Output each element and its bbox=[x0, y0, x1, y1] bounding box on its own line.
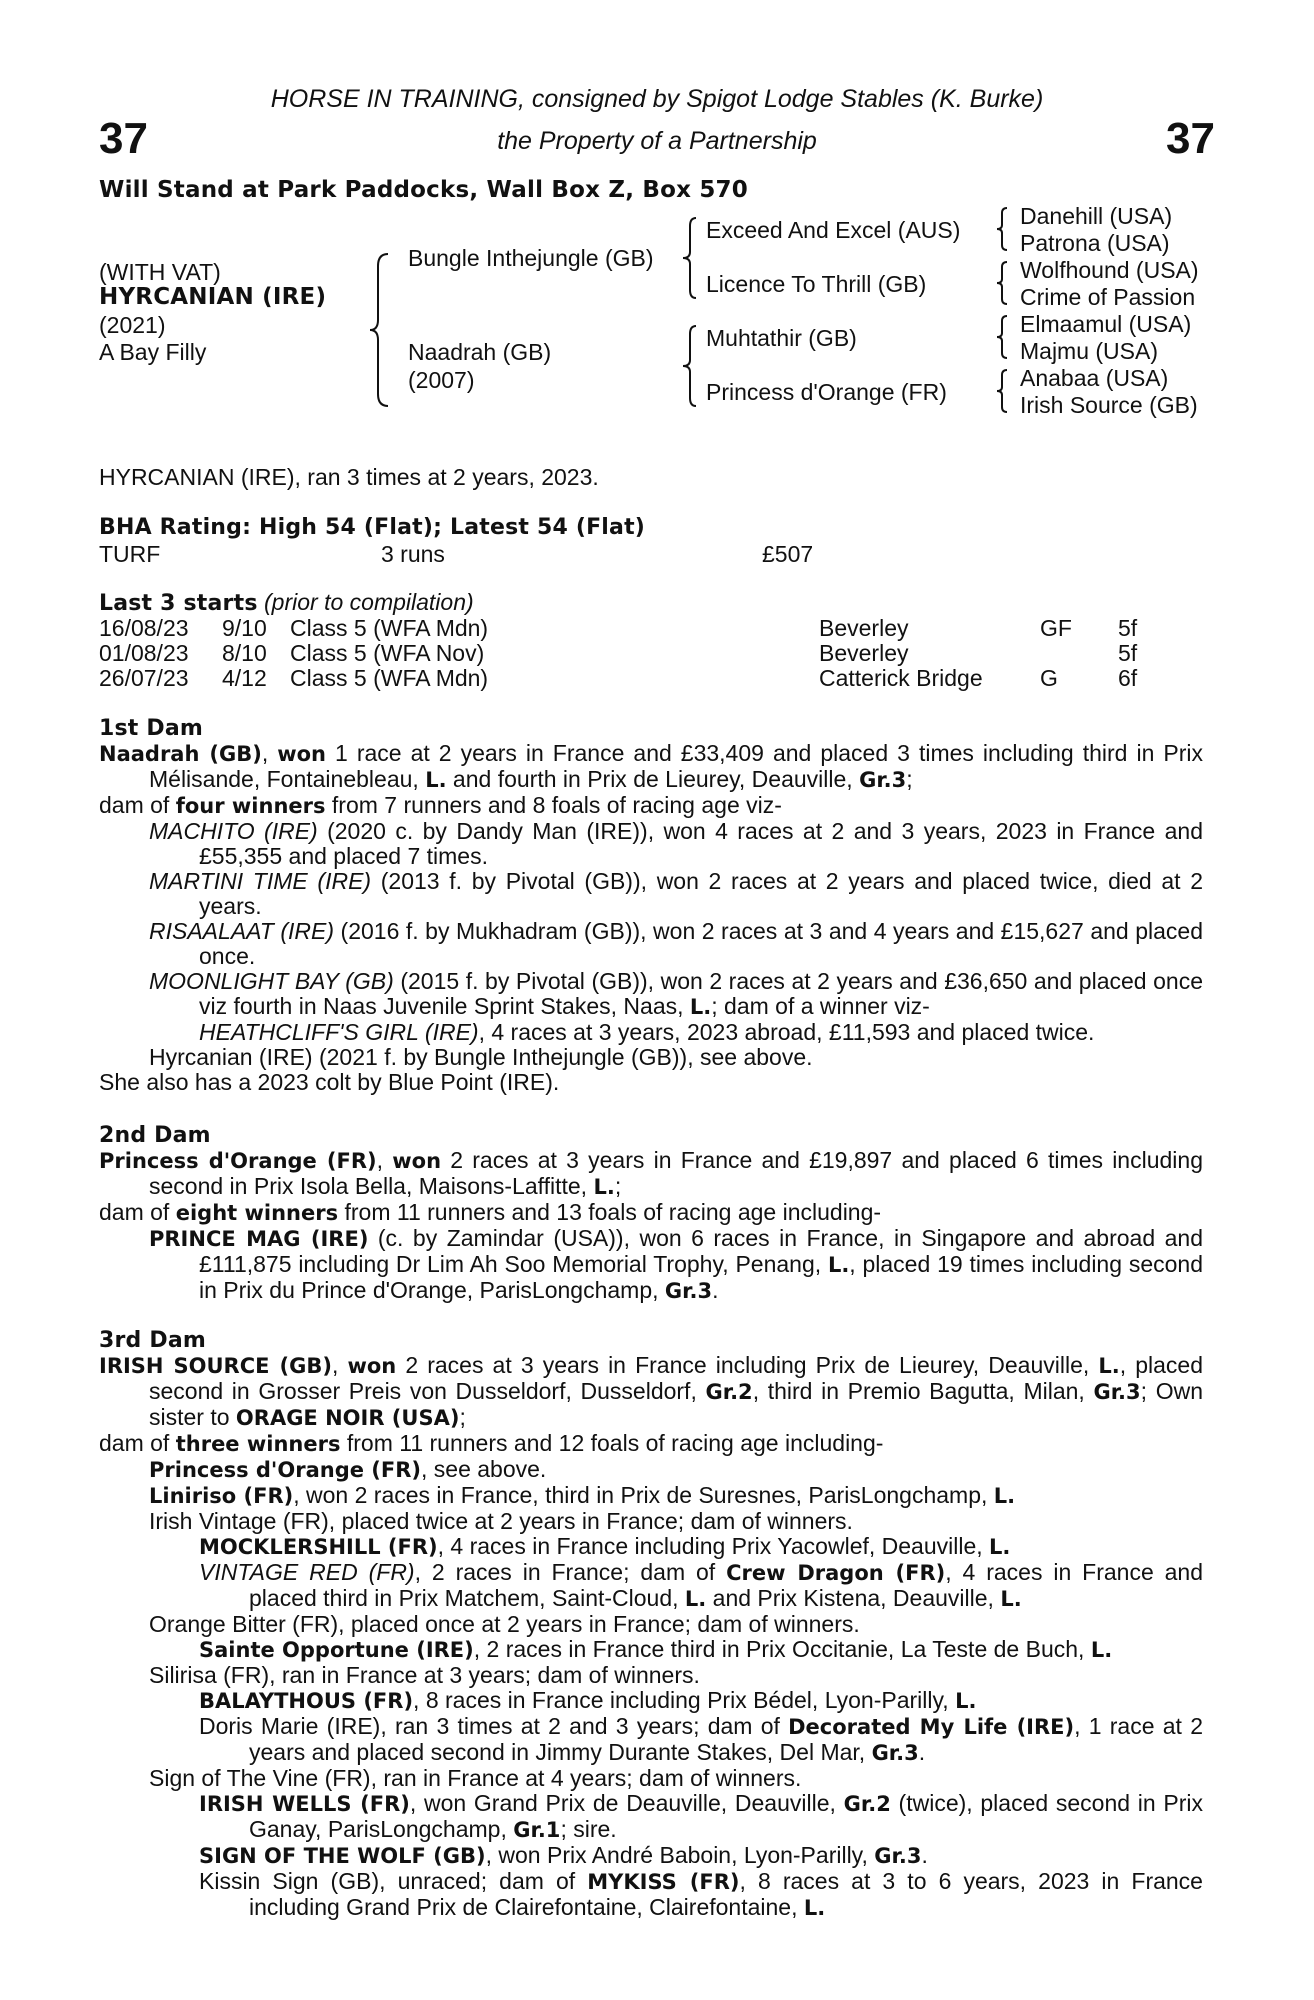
list-item bbox=[149, 1612, 1203, 1637]
race-summary: HYRCANIAN (IRE), ran 3 times at 2 years, 2023. bbox=[99, 464, 599, 490]
start-course: Beverley bbox=[819, 615, 909, 641]
list-item bbox=[149, 869, 1203, 919]
list-item bbox=[199, 1714, 1203, 1766]
pedigree-g5: Elmaamul (USA) bbox=[1020, 311, 1192, 337]
start-date: 01/08/23 bbox=[99, 640, 189, 666]
produce-text: (2015 f. by Pivotal (GB)), won 2 races at 2 years and £36,650 and placed once viz fourth in Naas Juvenile Sprint Stakes, Naas, bbox=[199, 968, 1203, 1019]
first-dam-produce-summary bbox=[99, 793, 1203, 819]
produce-text: (2020 c. by Dandy Man (IRE)), won 4 races at 2 and 3 years, 2023 in France and £55,355 and placed 7 times. bbox=[199, 818, 1203, 869]
group-label: Gr.3 bbox=[1093, 1380, 1141, 1404]
produce-text: (c. by Zamindar (USA)), won 6 races in France, in Singapore and abroad and £111,875 including Dr Lim Ah Soo Memorial Trophy, Penang, bbox=[199, 1225, 1203, 1277]
pedigree-g4: Crime of Passion bbox=[1020, 284, 1196, 310]
produce-name: SIGN OF THE WOLF (GB) bbox=[199, 1844, 486, 1868]
sister-name: ORAGE NOIR (USA) bbox=[235, 1406, 460, 1430]
list-item bbox=[149, 1457, 1203, 1483]
produce-text: , 4 races in France and placed third in Prix Matchem, Saint-Cloud, bbox=[249, 1559, 1204, 1611]
winners-count: three winners bbox=[175, 1432, 341, 1456]
pedigree-dam-year: (2007) bbox=[408, 367, 475, 393]
produce-text: (2013 f. by Pivotal (GB)), won 2 races at 2 years and placed twice, died at 2 years. bbox=[199, 868, 1203, 919]
list-item bbox=[149, 1483, 1203, 1509]
produce-text: ; dam of a winner viz- bbox=[711, 993, 930, 1019]
list-item bbox=[149, 1226, 1203, 1304]
list-item bbox=[199, 1560, 1203, 1612]
text: 2 races at 3 years in France including Prix de Lieurey, Deauville, bbox=[396, 1352, 1099, 1378]
pedigree-g1: Danehill (USA) bbox=[1020, 203, 1173, 229]
group-label: Gr.3 bbox=[871, 1741, 919, 1765]
start-position: 8/10 bbox=[222, 640, 267, 666]
first-dam-name: Naadrah (GB) bbox=[99, 742, 262, 766]
produce-text: , 1 race at 2 years and placed second in Jimmy Durante Stakes, Del Mar, bbox=[249, 1713, 1203, 1765]
produce-name: MOONLIGHT BAY (GB) bbox=[149, 968, 394, 994]
list-item bbox=[199, 1020, 1203, 1045]
winners-count: four winners bbox=[175, 794, 326, 818]
group-label: Gr.2 bbox=[705, 1380, 753, 1404]
first-dam-section bbox=[99, 716, 1203, 1095]
produce-text: , 8 races in France including Prix Bédel, Lyon-Parilly, bbox=[413, 1687, 956, 1713]
pedigree-sire-dam: Licence To Thrill (GB) bbox=[706, 271, 927, 297]
start-class: Class 5 (WFA Nov) bbox=[290, 640, 485, 666]
text: ; bbox=[459, 1404, 466, 1430]
produce-text: , placed 19 times including second in Prix du Prince d'Orange, ParisLongchamp, bbox=[199, 1251, 1203, 1303]
produce-name: Princess d'Orange (FR) bbox=[149, 1458, 421, 1482]
pedigree-brace-g4 bbox=[994, 368, 1010, 414]
list-item bbox=[199, 1534, 1203, 1560]
produce-text: , won 2 races in France, third in Prix de Suresnes, ParisLongchamp, bbox=[293, 1482, 994, 1508]
produce-text: ; sire. bbox=[560, 1816, 617, 1842]
pedigree-g7: Anabaa (USA) bbox=[1020, 365, 1169, 391]
listed-label: L. bbox=[955, 1689, 977, 1713]
pedigree-dam-dam: Princess d'Orange (FR) bbox=[706, 379, 947, 405]
start-class: Class 5 (WFA Mdn) bbox=[290, 665, 489, 691]
pedigree-brace-main bbox=[366, 252, 396, 408]
group-label: Gr.3 bbox=[874, 1844, 922, 1868]
produce-name: MARTINI TIME (IRE) bbox=[149, 868, 372, 894]
pedigree-brace-sire bbox=[680, 216, 700, 300]
pedigree-brace-dam bbox=[680, 324, 700, 408]
produce-text: Orange Bitter (FR), placed once at 2 years in France; dam of winners. bbox=[149, 1611, 860, 1637]
text: dam of bbox=[99, 1199, 176, 1225]
produce-name: BALAYTHOUS (FR) bbox=[199, 1689, 414, 1713]
pedigree-dam-sire: Muhtathir (GB) bbox=[706, 325, 857, 351]
produce-text: Doris Marie (IRE), ran 3 times at 2 and 3 years; dam of bbox=[199, 1713, 789, 1739]
group-label: Gr.3 bbox=[664, 1279, 713, 1303]
list-item bbox=[149, 1766, 1203, 1791]
list-item bbox=[199, 1869, 1203, 1921]
produce-text: , 8 races at 3 to 6 years, 2023 in France including Grand Prix de Clairefontaine, Clairefontaine, bbox=[249, 1868, 1203, 1920]
produce-text: Silirisa (FR), ran in France at 3 years; dam of winners. bbox=[149, 1662, 700, 1688]
list-item bbox=[199, 1791, 1203, 1843]
second-dam-record: Princess d'Orange (FR), won 2 races at 3 years in France and £19,897 and placed 6 times including second in Prix Isola Bella, Maisons-Laffitte, L.; bbox=[99, 1147, 1203, 1199]
text: ; Own sister to bbox=[149, 1378, 1203, 1430]
group-label: Gr.3 bbox=[859, 768, 907, 792]
property-line: the Property of a Partnership bbox=[497, 127, 817, 155]
horse-name: HYRCANIAN (IRE) bbox=[99, 284, 327, 310]
list-item bbox=[149, 819, 1203, 869]
produce-text: , won Grand Prix de Deauville, Deauville, bbox=[409, 1790, 844, 1816]
listed-label: L. bbox=[425, 768, 447, 792]
produce-text: , 2 races in France third in Prix Occitanie, La Teste de Buch, bbox=[473, 1636, 1091, 1662]
stable-location: Will Stand at Park Paddocks, Wall Box Z, Box 570 bbox=[99, 177, 748, 203]
text: dam of bbox=[99, 792, 176, 818]
start-date: 26/07/23 bbox=[99, 665, 189, 691]
starts-title: Last 3 starts bbox=[99, 591, 258, 616]
produce-text: , 2 races in France; dam of bbox=[414, 1559, 727, 1585]
starts-note: (prior to compilation) bbox=[264, 589, 474, 615]
text: , placed second in Grosser Preis von Dusseldorf, Dusseldorf, bbox=[149, 1352, 1204, 1404]
produce-name: Decorated My Life (IRE) bbox=[788, 1715, 1075, 1739]
first-dam-heading: 1st Dam bbox=[99, 716, 204, 741]
start-position: 9/10 bbox=[222, 615, 267, 641]
produce-name: HEATHCLIFF'S GIRL (IRE) bbox=[199, 1019, 479, 1045]
text: from 11 runners and 12 foals of racing age including- bbox=[340, 1430, 884, 1456]
second-dam-text: ; bbox=[614, 1173, 622, 1199]
listed-label: L. bbox=[593, 1175, 615, 1199]
text: , third in Premio Bagutta, Milan, bbox=[752, 1378, 1094, 1404]
produce-text: , 4 races in France including Prix Yacowlef, Deauville, bbox=[437, 1533, 990, 1559]
produce-name: VINTAGE RED (FR) bbox=[199, 1559, 415, 1585]
third-dam-record: IRISH SOURCE (GB), won 2 races at 3 years in France including Prix de Lieurey, Deauville, L., placed second in Grosser Preis von Dusseldorf, Dusseldorf, Gr.2, third in Premio Bagutta, Milan, Gr.3; Own sister to ORAGE NOIR (USA); bbox=[99, 1352, 1204, 1430]
produce-name: MYKISS (FR) bbox=[587, 1870, 740, 1894]
won-label: won bbox=[392, 1149, 442, 1173]
start-position: 4/12 bbox=[222, 665, 267, 691]
starts-heading bbox=[99, 590, 474, 616]
winners-count: eight winners bbox=[175, 1201, 339, 1225]
produce-name: RISAALAAT (IRE) bbox=[149, 918, 335, 944]
group-label: Gr.2 bbox=[843, 1792, 891, 1816]
listed-label: L. bbox=[1000, 1587, 1022, 1611]
lot-number-right: 37 bbox=[1166, 114, 1215, 163]
start-course: Catterick Bridge bbox=[819, 665, 983, 691]
first-dam-text: and fourth in Prix de Lieurey, Deauville, bbox=[446, 766, 860, 792]
pedigree-g6: Majmu (USA) bbox=[1020, 338, 1159, 364]
pedigree-sire: Bungle Inthejungle (GB) bbox=[408, 245, 654, 271]
pedigree-dam: Naadrah (GB) bbox=[408, 339, 552, 365]
second-dam-heading: 2nd Dam bbox=[99, 1123, 211, 1148]
list-item bbox=[199, 1843, 1203, 1869]
produce-name: Crew Dragon (FR) bbox=[726, 1561, 946, 1585]
start-going: GF bbox=[1040, 615, 1072, 641]
listed-label: L. bbox=[989, 1535, 1011, 1559]
produce-name: MOCKLERSHILL (FR) bbox=[199, 1535, 438, 1559]
produce-name: Sainte Opportune (IRE) bbox=[199, 1638, 474, 1662]
pedigree-brace-g3 bbox=[994, 314, 1010, 360]
second-dam-name: Princess d'Orange (FR) bbox=[99, 1149, 377, 1173]
earnings: £507 bbox=[762, 541, 814, 567]
third-dam-section bbox=[99, 1328, 1203, 1921]
text: from 11 runners and 13 foals of racing age including- bbox=[338, 1199, 882, 1225]
produce-name: Liniriso (FR) bbox=[149, 1484, 294, 1508]
listed-label: L. bbox=[827, 1253, 850, 1277]
listed-label: L. bbox=[803, 1896, 826, 1920]
produce-text: and Prix Kistena, Deauville, bbox=[706, 1585, 1001, 1611]
third-dam-heading: 3rd Dam bbox=[99, 1328, 206, 1353]
listed-label: L. bbox=[993, 1484, 1016, 1508]
list-item bbox=[149, 969, 1203, 1020]
start-distance: 5f bbox=[1118, 615, 1138, 641]
list-item bbox=[149, 1663, 1203, 1688]
produce-name: IRISH WELLS (FR) bbox=[199, 1792, 410, 1816]
pedigree-g8: Irish Source (GB) bbox=[1020, 392, 1198, 418]
listed-label: L. bbox=[1098, 1354, 1120, 1378]
produce-text: . bbox=[712, 1277, 719, 1303]
runs: 3 runs bbox=[381, 541, 445, 567]
pedigree-brace-g1 bbox=[994, 206, 1010, 252]
produce-text: . bbox=[918, 1739, 926, 1765]
list-item bbox=[149, 1045, 1203, 1070]
text: from 7 runners and 8 foals of racing age viz- bbox=[325, 792, 782, 818]
start-date: 16/08/23 bbox=[99, 615, 189, 641]
listed-label: L. bbox=[1090, 1638, 1113, 1662]
pedigree-g3: Wolfhound (USA) bbox=[1020, 257, 1199, 283]
produce-text: (twice), placed second in Prix Ganay, ParisLongchamp, bbox=[249, 1790, 1203, 1842]
list-item bbox=[149, 1509, 1203, 1534]
horse-year: (2021) bbox=[99, 312, 166, 338]
third-dam-produce-summary bbox=[99, 1431, 1203, 1457]
list-item bbox=[199, 1688, 1203, 1714]
start-distance: 5f bbox=[1118, 640, 1138, 666]
first-dam-text: ; bbox=[906, 766, 913, 792]
lot-number-left: 37 bbox=[99, 114, 148, 163]
second-dam-text: 2 races at 3 years in France and £19,897 and placed 6 times including second in Prix Isola Bella, Maisons-Laffitte, bbox=[149, 1147, 1203, 1199]
bha-rating: BHA Rating: High 54 (Flat); Latest 54 (Flat) bbox=[99, 515, 646, 540]
listed-label: L. bbox=[689, 995, 712, 1019]
text: dam of bbox=[99, 1430, 176, 1456]
listed-label: L. bbox=[684, 1587, 707, 1611]
produce-text: , won Prix André Baboin, Lyon-Parilly, bbox=[485, 1842, 875, 1868]
won-label: won bbox=[277, 742, 327, 766]
second-dam-produce-summary bbox=[99, 1200, 1203, 1226]
third-dam-name: IRISH SOURCE (GB) bbox=[99, 1354, 332, 1378]
surface: TURF bbox=[99, 541, 161, 567]
list-item bbox=[99, 1070, 1203, 1095]
start-going: G bbox=[1040, 665, 1058, 691]
second-dam-section bbox=[99, 1123, 1203, 1304]
start-course: Beverley bbox=[819, 640, 909, 666]
consignor-line: HORSE IN TRAINING, consigned by Spigot Lodge Stables (K. Burke) bbox=[270, 85, 1044, 113]
start-distance: 6f bbox=[1118, 665, 1138, 691]
produce-text: She also has a 2023 colt by Blue Point (IRE). bbox=[99, 1069, 560, 1095]
list-item bbox=[149, 919, 1203, 969]
vat-note: (WITH VAT) bbox=[99, 259, 221, 285]
produce-text: Kissin Sign (GB), unraced; dam of bbox=[199, 1868, 588, 1894]
start-class: Class 5 (WFA Mdn) bbox=[290, 615, 489, 641]
list-item bbox=[199, 1637, 1203, 1663]
produce-text: , 4 races at 3 years, 2023 abroad, £11,593 and placed twice. bbox=[478, 1019, 1095, 1045]
produce-text: , see above. bbox=[421, 1456, 547, 1482]
pedigree-g2: Patrona (USA) bbox=[1020, 230, 1170, 256]
won-label: won bbox=[347, 1354, 397, 1378]
horse-description: A Bay Filly bbox=[99, 339, 207, 365]
produce-text: . bbox=[921, 1842, 928, 1868]
produce-text: (2016 f. by Mukhadram (GB)), won 2 races at 3 and 4 years and £15,627 and placed once. bbox=[199, 918, 1203, 969]
pedigree-sire-sire: Exceed And Excel (AUS) bbox=[706, 217, 961, 243]
produce-text: Irish Vintage (FR), placed twice at 2 years in France; dam of winners. bbox=[149, 1508, 853, 1534]
pedigree-brace-g2 bbox=[994, 260, 1010, 306]
first-dam-text: 1 race at 2 years in France and £33,409 and placed 3 times including third in Prix Mélisande, Fontainebleau, bbox=[149, 740, 1204, 792]
group-label: Gr.1 bbox=[513, 1818, 561, 1842]
produce-name: MACHITO (IRE) bbox=[149, 818, 318, 844]
produce-name: PRINCE MAG (IRE) bbox=[149, 1227, 369, 1251]
first-dam-record: Naadrah (GB), won 1 race at 2 years in France and £33,409 and placed 3 times including third in Prix Mélisande, Fontainebleau, L. and fourth in Prix de Lieurey, Deauville, Gr.3; bbox=[99, 740, 1204, 792]
produce-text: Hyrcanian (IRE) (2021 f. by Bungle Inthejungle (GB)), see above. bbox=[149, 1044, 813, 1070]
produce-text: Sign of The Vine (FR), ran in France at 4 years; dam of winners. bbox=[149, 1765, 802, 1791]
